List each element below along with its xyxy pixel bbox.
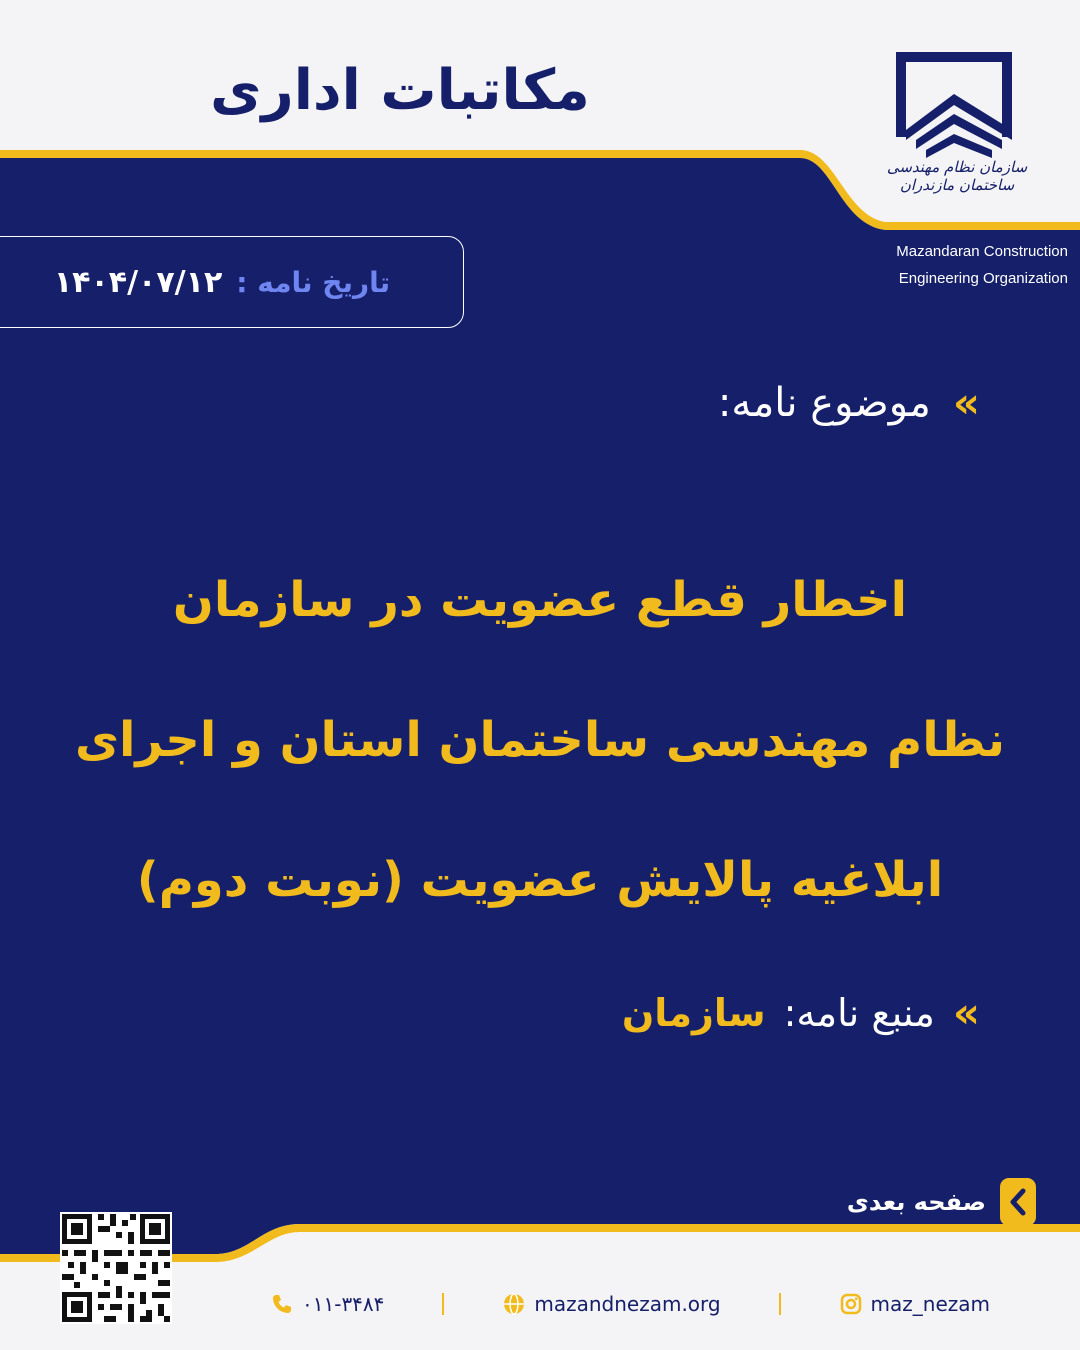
phone-number: ۰۱۱-۳۴۸۴ [302, 1292, 385, 1316]
globe-icon [502, 1292, 526, 1316]
date-label: تاریخ نامه : [236, 265, 391, 299]
source-label: منبع نامه: [783, 990, 935, 1035]
next-page-button[interactable] [847, 1178, 1036, 1226]
footer-phone[interactable] [270, 1292, 384, 1316]
qr-code-icon [60, 1212, 172, 1324]
footer-divider [442, 1293, 444, 1315]
subject-line-2: نظام مهندسی ساختمان استان و اجرای [74, 712, 1006, 768]
instagram-handle: maz_nezam [870, 1292, 990, 1316]
date-value: ۱۴۰۴/۰۷/۱۲ [53, 264, 223, 300]
instagram-icon [839, 1292, 863, 1316]
letter-subject-text [60, 530, 1020, 950]
logo-script-text: سازمان نظام مهندسی ساختمان مازندران [886, 158, 1028, 194]
footer-contact-bar [270, 1284, 990, 1324]
chevron-left-icon [1000, 1178, 1036, 1226]
subject-line-3: ابلاغیه پالایش عضویت (نوبت دوم) [136, 852, 944, 908]
website-url: mazandnezam.org [534, 1292, 721, 1316]
subject-bullet-icon: » [952, 378, 980, 427]
subject-label: موضوع نامه: [717, 379, 931, 426]
footer-website[interactable] [502, 1292, 720, 1316]
subject-line-1: اخطار قطع عضویت در سازمان [172, 572, 908, 628]
source-value: سازمان [621, 990, 766, 1035]
org-name-line2: Engineering Organization [898, 270, 1068, 287]
page-title: مکاتبات اداری [210, 58, 590, 123]
organization-name-en [868, 238, 1068, 292]
subject-row [718, 378, 980, 427]
source-bullet-icon: » [952, 988, 980, 1037]
letter-date-box [0, 236, 464, 328]
footer-instagram[interactable] [839, 1292, 990, 1316]
source-row [622, 988, 980, 1037]
phone-icon [270, 1292, 294, 1316]
next-page-label: صفحه بعدی [846, 1188, 986, 1216]
footer-divider [779, 1293, 781, 1315]
org-name-line1: Mazandaran Construction [896, 243, 1068, 260]
